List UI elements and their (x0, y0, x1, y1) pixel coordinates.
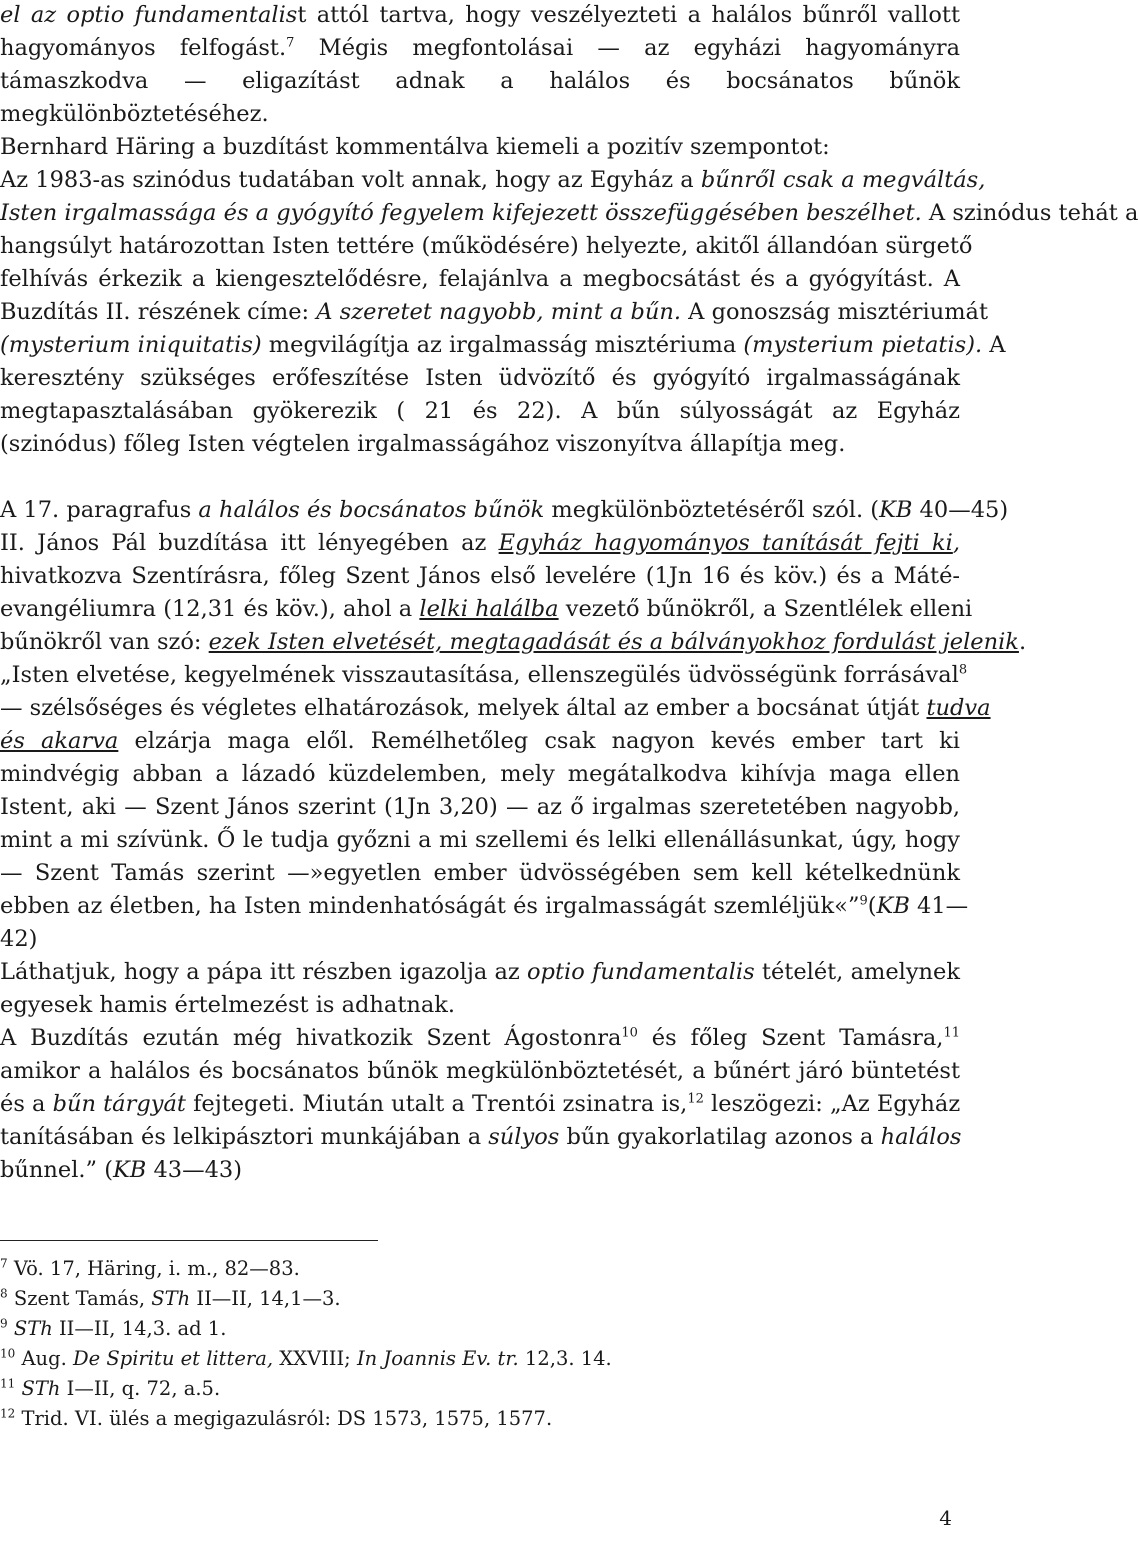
footnote-item: $^{11}$ STh I—II, q. 72, a.5. (0, 1376, 221, 1400)
body-line: el az optio fundamentalist attól tartva, hogy veszélyezteti a halálos bűnről vallott (0, 2, 960, 28)
body-line: — szélsőséges és végletes elhatározások, melyek által az ember a bocsánat útját tudva (0, 695, 991, 721)
body-line: (szinódus) főleg Isten végtelen irgalmasságához viszonyítva állapítja meg. (0, 431, 846, 457)
body-line: amikor a halálos és bocsánatos bűnök megkülönböztetését, a bűnért járó büntetést (0, 1058, 960, 1084)
body-line: támaszkodva — eligazítást adnak a halálos és bocsánatos bűnök (0, 68, 960, 94)
body-line: Buzdítás II. részének címe: A szeretet nagyobb, mint a bűn. A gonoszság misztériumát (0, 299, 989, 325)
body-line: felhívás érkezik a kiengesztelődésre, felajánlva a megbocsátást és a gyógyítást. A (0, 266, 960, 292)
body-line: Az 1983-as szinódus tudatában volt annak, hogy az Egyház a bűnről csak a megváltás, (0, 167, 986, 193)
body-line: és a bűn tárgyát fejtegeti. Miután utalt a Trentói zsinatra is,$^{12}$ leszögezi: „Az Egyház (0, 1091, 961, 1117)
body-line: A Buzdítás ezután még hivatkozik Szent Ágostonra$^{10}$ és főleg Szent Tamásra,$^{11}$ (0, 1025, 960, 1051)
body-line: II. János Pál buzdítása itt lényegében az Egyház hagyományos tanítását fejti ki, (0, 530, 960, 556)
body-line: ebben az életben, ha Isten mindenhatóságát és irgalmasságát szemléljük«”$^9$(KB 41— (0, 893, 969, 919)
footnote-item: $^8$ Szent Tamás, STh II—II, 14,1—3. (0, 1286, 341, 1310)
body-line: bűnnel.” (KB 43—43) (0, 1157, 243, 1183)
body-line: megtapasztalásában gyökerezik ( 21 és 22). A bűn súlyosságát az Egyház (0, 398, 960, 424)
body-line: Láthatjuk, hogy a pápa itt részben igazolja az optio fundamentalis tételét, amelynek (0, 959, 960, 985)
body-line: egyesek hamis értelmezést is adhatnak. (0, 992, 456, 1018)
body-line: mint a mi szívünk. Ő le tudja győzni a mi szellemi és lelki ellenállásunkat, úgy, hogy (0, 827, 960, 853)
body-line: A 17. paragrafus a halálos és bocsánatos bűnök megkülönböztetéséről szól. (KB 40—45) (0, 497, 1009, 523)
body-line: 42) (0, 926, 38, 952)
body-line: Isten irgalmassága és a gyógyító fegyelem kifejezett összefüggésében beszélhet. A szinódus tehát a (0, 200, 1138, 226)
footnote-item: $^{12}$ Trid. VI. ülés a megigazulásról: DS 1573, 1575, 1577. (0, 1406, 553, 1430)
footnote-item: $^9$ STh II—II, 14,3. ad 1. (0, 1316, 227, 1340)
footnote-item: $^{10}$ Aug. De Spiritu et littera, XXVIII; In Joannis Ev. tr. 12,3. 14. (0, 1346, 612, 1370)
body-line: evangéliumra (12,31 és köv.), ahol a lelki halálba vezető bűnökről, a Szentlélek elleni (0, 596, 973, 622)
body-line: megkülönböztetéséhez. (0, 101, 269, 127)
footnote-item: $^7$ Vö. 17, Häring, i. m., 82—83. (0, 1256, 300, 1280)
body-line: hagyományos felfogást.$^7$ Mégis megfontolásai — az egyházi hagyományra (0, 35, 960, 61)
body-line: — Szent Tamás szerint —»egyetlen ember üdvösségében sem kell kételkednünk (0, 860, 960, 886)
page-number: 4 (939, 1506, 952, 1530)
footnote-separator (0, 1240, 378, 1241)
body-line: és akarva elzárja maga elől. Remélhetőleg csak nagyon kevés ember tart ki (0, 728, 960, 754)
body-line: (mysterium iniquitatis) megvilágítja az irgalmasság misztériuma (mysterium pietatis). A (0, 332, 1006, 358)
body-line: Bernhard Häring a buzdítást kommentálva kiemeli a pozitív szempontot: (0, 134, 830, 160)
body-line: hivatkozva Szentírásra, főleg Szent János első levelére (1Jn 16 és köv.) és a Máté- (0, 563, 960, 589)
body-line: hangsúlyt határozottan Isten tettére (működésére) helyezte, akitől állandóan sürgető (0, 233, 973, 259)
body-line: Istent, aki — Szent János szerint (1Jn 3,20) — az ő irgalmas szeretetében nagyobb, (0, 794, 960, 820)
body-line: tanításában és lelkipásztori munkájában a súlyos bűn gyakorlatilag azonos a halálos (0, 1124, 962, 1150)
body-line: mindvégig abban a lázadó küzdelemben, mely megátalkodva kihívja maga ellen (0, 761, 960, 787)
body-line: bűnökről van szó: ezek Isten elvetését, megtagadását és a bálványokhoz fordulást jelenik. (0, 629, 1027, 655)
body-line: keresztény szükséges erőfeszítése Isten üdvözítő és gyógyító irgalmasságának (0, 365, 960, 391)
body-line: „Isten elvetése, kegyelmének visszautasítása, ellenszegülés üdvösségünk forrásával$^8$ (0, 662, 968, 688)
